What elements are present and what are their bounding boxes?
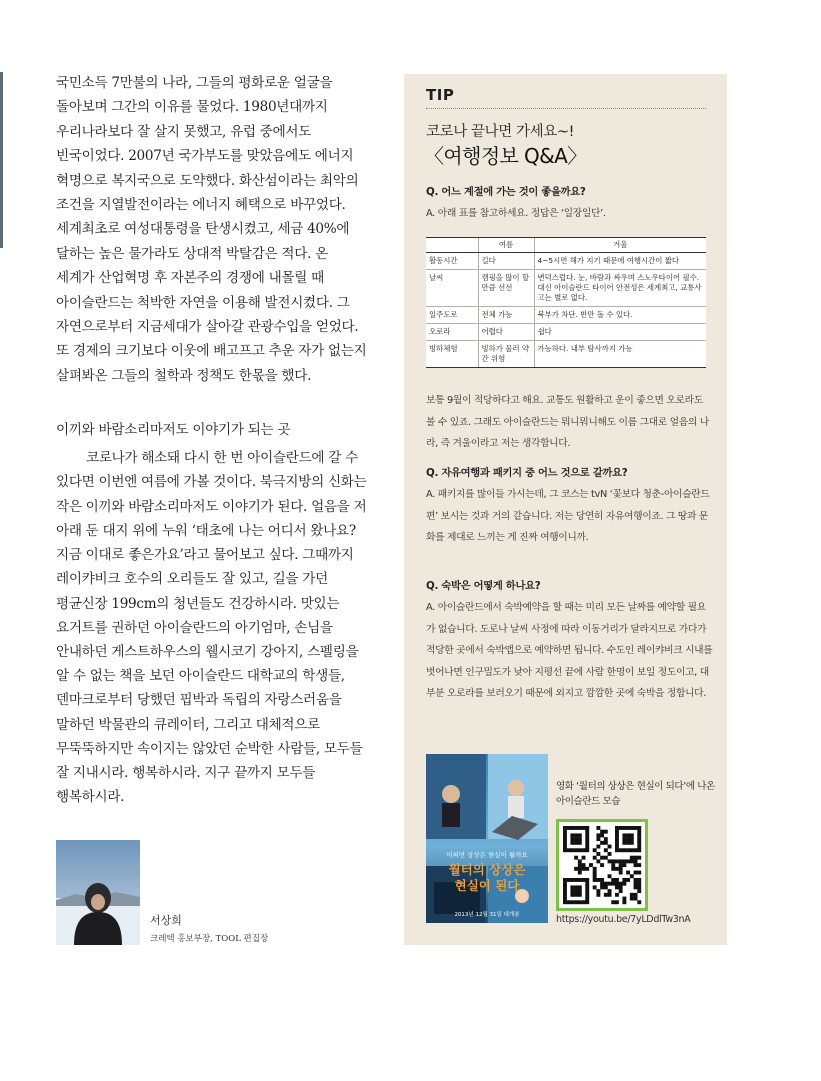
- article-paragraph-1: 국민소득 7만불의 나라, 그들의 평화로운 얼굴을 돌아보며 그간의 이유를 물었다. 1980년대까지 우리나라보다 잘 살지 못했고, 유럽 중에서도 빈국이었다. 2007년 국가부도를 맞았음에도 에너지 혁명으로 복지국으로 도약했다. 화산섬이라는 최악의 조건을 지열발전이라는 에너지 혜택으로 바꾸었다. 세계최초로 여성대통령을 탄생시켰고, 세금 40%에 달하는 높은 물가라도 상대적 박탈감은 적다. 온 세계가 산업혁명 후 자본주의 경쟁에 내몰릴 때 아이슬란드는 척박한 자연을 이용해 발전시켰다. 그 자연으로부터 지금세대가 살아갈 관광수입을 얻었다. 또 경제의 크기보다 이웃에 배고프고 추운 자가 없는지 살펴봐온 그들의 철학과 정책도 한몫을 했다.: [56, 75, 367, 384]
- qa-travel-type: [426, 465, 714, 549]
- tip-subtitle: 코로나 끝나면 가세요~!: [426, 124, 575, 140]
- table-cell: 길다: [478, 253, 534, 270]
- table-cell: 캠핑을 많이 할만큼 선선: [478, 270, 534, 307]
- tip-divider: [426, 108, 706, 109]
- season-table: [426, 237, 706, 368]
- poster-tagline: 어쩌면 상상은 현실이 될까요: [446, 851, 528, 859]
- table-header-row: [426, 238, 706, 253]
- table-cell: 빙하가 물러 약간 위험: [478, 341, 534, 368]
- article-column: [56, 71, 368, 809]
- qa-season: [426, 184, 714, 225]
- table-row: [426, 341, 706, 368]
- table-row: [426, 253, 706, 270]
- season-note: 보통 9월이 적당하다고 해요. 교통도 원활하고 운이 좋으면 오로라도 볼 수 있죠. 그래도 아이슬란드는 뭐니뭐니해도 이름 그대로 얼음의 나라, 즉 겨울이라고 저는 생각합니다.: [426, 395, 709, 449]
- table-header-cell: 겨울: [534, 238, 706, 253]
- table-cell: 북부가 차단. 반만 돌 수 있다.: [534, 307, 706, 324]
- table-row: [426, 270, 706, 307]
- table-cell: 날씨: [426, 270, 478, 307]
- qa-lodging: [426, 578, 714, 705]
- qr-url[interactable]: https://youtu.be/7yLDdlTw3nA: [556, 914, 691, 925]
- article-paragraph-2: 코로나가 해소돼 다시 한 번 아이슬란드에 갈 수 있다면 이번엔 여름에 가볼 것이다. 북극지방의 신화는 작은 이끼와 바람소리마저도 이야기가 된다. 얼음을 저 아래 둔 대지 위에 누워 ‘태초에 나는 어디서 왔나요? 지금 이대로 좋은가요’라고 물어보고 싶다. 그때까지 레이캬비크 호수의 오리들도 잘 있고, 길을 가던 평균신장 199cm의 청년들도 건강하시라. 맛있는 요거트를 권하던 아이슬란드의 아기엄마, 손님을 안내하던 게스트하우스의 웰시코기 강아지, 스펠링을 알 수 없는 책을 보던 아이슬란드 대학교의 학생들, 덴마크로부터 당했던 핍박과 독립의 자랑스러움을 말하던 박물관의 큐레이터, 그리고 대체적으로 무뚝뚝하지만 속이지는 않았던 순박한 사람들, 모두들 잘 지내시라. 행복하시라. 지구 끝까지 모두들 행복하시라.: [56, 450, 367, 806]
- tip-label: TIP: [426, 86, 455, 104]
- poster-title-line-2: 현실이 된다: [454, 878, 520, 893]
- author-name: 서상희: [150, 914, 182, 927]
- poster-title-line-1: 월터의 상상은: [448, 862, 526, 877]
- table-cell: 일주도로: [426, 307, 478, 324]
- table-header-cell: [426, 238, 478, 253]
- table-cell: 빙하체험: [426, 341, 478, 368]
- table-cell: 전체 가능: [478, 307, 534, 324]
- movie-poster-image: [426, 754, 548, 923]
- poster-caption: 영화 ‘월터의 상상은 현실이 되다’에 나온 아이슬란드 모습: [556, 781, 715, 807]
- table-cell: 어렵다: [478, 324, 534, 341]
- table-row: [426, 307, 706, 324]
- question-season: Q. 어느 계절에 가는 것이 좋을까요?: [426, 186, 586, 198]
- page-edge-image-strip: [0, 72, 3, 248]
- table-header-cell: 여름: [478, 238, 534, 253]
- answer-lodging: A. 아이슬란드에서 숙박예약을 할 때는 미리 모든 날짜를 예약할 필요가 없습니다. 도로나 날씨 사정에 따라 이동거리가 달라지므로 가다가 적당한 곳에서 숙박앱으로 예약하면 됩니다. 수도인 레이캬비크 시내를 벗어나면 인구밀도가 낮아 지평선 끝에 사람 한명이 보일 정도이고, 대부분 오로라를 보러오기 때문에 외지고 깜깜한 곳에 숙박을 정합니다.: [426, 602, 713, 699]
- table-cell: 활동시간: [426, 253, 478, 270]
- question-lodging: Q. 숙박은 어떻게 하나요?: [426, 580, 541, 592]
- tip-box: [404, 74, 727, 945]
- table-cell: 4~5시면 해가 지기 때문에 여행시간이 짧다: [534, 253, 706, 270]
- table-row: [426, 324, 706, 341]
- poster-date: 2013년 12월 31일 대개봉: [454, 912, 520, 918]
- qr-code-pattern: [559, 822, 645, 908]
- author-role: 크레텍 홍보부장, TOOL 편집장: [150, 934, 269, 944]
- table-cell: 오로라: [426, 324, 478, 341]
- author-photo: [56, 840, 140, 945]
- question-travel-type: Q. 자유여행과 패키지 중 어느 것으로 갈까요?: [426, 467, 628, 479]
- table-cell: 변덕스럽다. 눈, 바람과 싸우며 스노우타이어 필수. 대신 아이슬란드 타이어 안전성은 세계최고, 교통사고는 별로 없다.: [534, 270, 706, 307]
- table-cell: 쉽다: [534, 324, 706, 341]
- tip-title: 〈여행정보 Q&A〉: [424, 144, 587, 168]
- section-heading: 이끼와 바람소리마저도 이야기가 되는 곳: [56, 422, 291, 439]
- answer-season: A. 아래 표를 참고하세요. 정답은 ‘일장일단’.: [426, 208, 606, 219]
- answer-travel-type: A. 패키지를 많이들 가시는데, 그 코스는 tvN ‘꽃보다 청춘-아이슬란드 편’ 보시는 것과 거의 같습니다. 저는 당연히 자유여행이죠. 그 땅과 문화를 제대로 느끼는 게 진짜 여행이니까.: [426, 489, 710, 543]
- qr-code[interactable]: [556, 819, 648, 911]
- table-cell: 가능하다. 내부 탐사까지 가능: [534, 341, 706, 368]
